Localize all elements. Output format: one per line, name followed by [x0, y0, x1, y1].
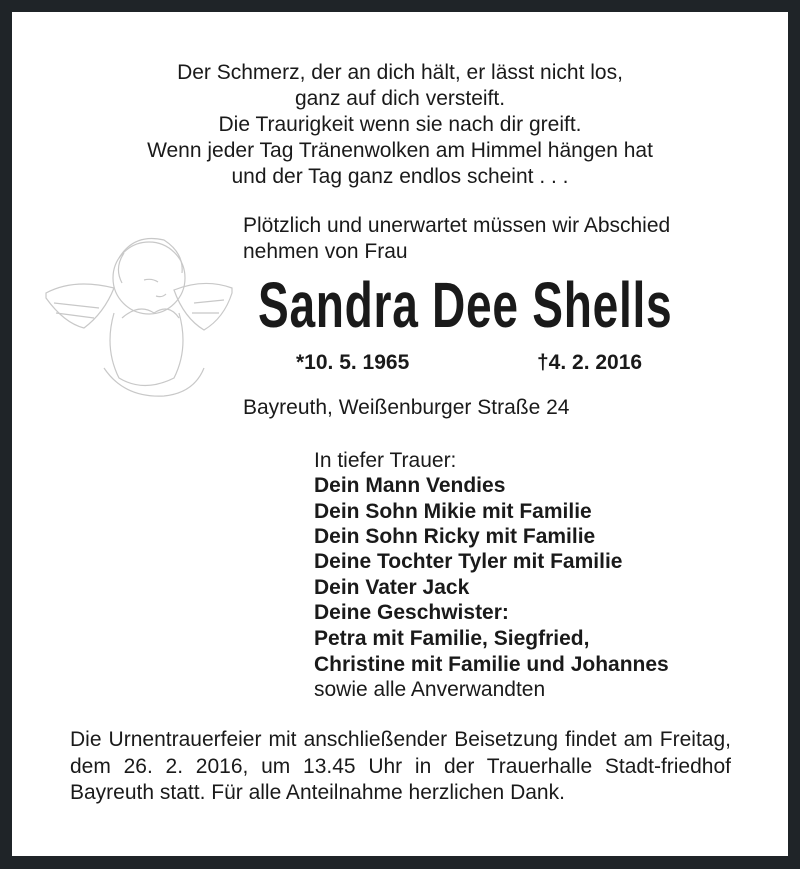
mourner-line: Dein Sohn Ricky mit Familie: [314, 525, 596, 548]
poem-line: und der Tag ganz endlos scheint . . .: [231, 165, 569, 188]
intro-line: Plötzlich und unerwartet müssen wir Abschied: [243, 214, 671, 237]
intro-line: nehmen von Frau: [243, 240, 408, 263]
mourners-heading: In tiefer Trauer:: [314, 449, 457, 472]
death-date: †4. 2. 2016: [537, 351, 643, 374]
deceased-name: Sandra Dee Shells: [258, 269, 673, 341]
mourner-line: Dein Mann Vendies: [314, 474, 506, 497]
mourner-line: Deine Geschwister:: [314, 601, 509, 624]
mourner-line: Christine mit Familie und Johannes: [314, 653, 669, 676]
address: Bayreuth, Weißenburger Straße 24: [243, 396, 570, 419]
birth-date: *10. 5. 1965: [296, 351, 410, 374]
funeral-notice: Die Urnentrauerfeier mit anschließender Beisetzung findet am Freitag, dem 26. 2. 2016, um 13.45 Uhr in der Trauerhalle Stadt-friedhof Bayreuth statt. Für alle Anteilnahme herzlichen Dank.: [70, 728, 731, 804]
poem-line: Wenn jeder Tag Tränenwolken am Himmel hängen hat: [147, 139, 653, 162]
mourner-line: Dein Vater Jack: [314, 576, 470, 599]
mourner-line: Deine Tochter Tyler mit Familie: [314, 550, 623, 573]
mourner-line: Petra mit Familie, Siegfried,: [314, 627, 590, 650]
angel-illustration: [44, 218, 234, 406]
poem-line: Der Schmerz, der an dich hält, er lässt nicht los,: [177, 61, 623, 84]
poem-line: Die Traurigkeit wenn sie nach dir greift.: [218, 113, 582, 136]
poem-line: ganz auf dich versteift.: [294, 87, 506, 110]
mourner-line: Dein Sohn Mikie mit Familie: [314, 500, 592, 523]
mourners-closing: sowie alle Anverwandten: [314, 678, 546, 701]
